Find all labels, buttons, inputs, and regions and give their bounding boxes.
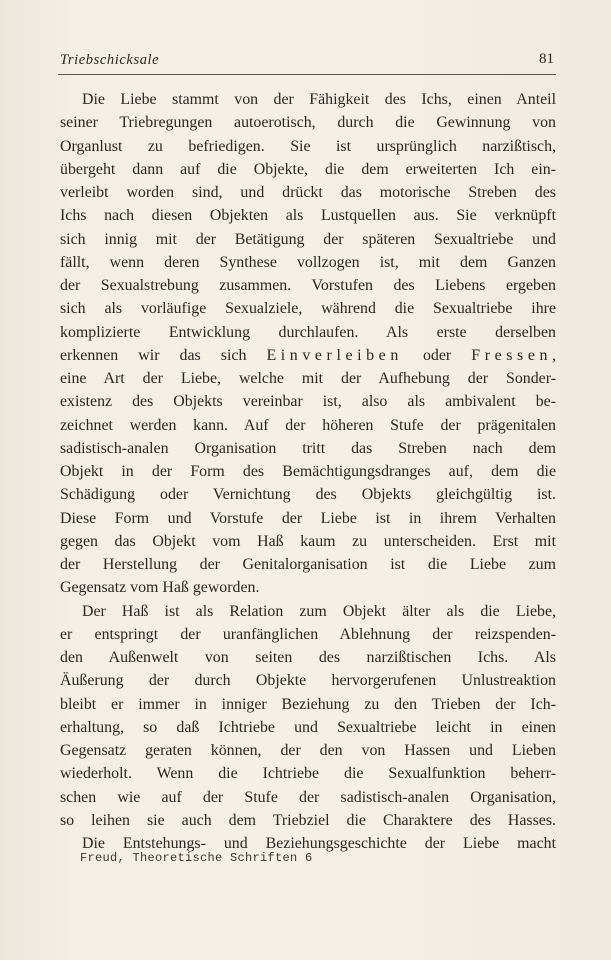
spaced-emphasis: Einverleiben [266,346,403,364]
text-line: fällt, wenn deren Synthese vollzogen ist, mit dem Ganzen [60,253,556,271]
text-line: Der Haß ist als Relation zum Objekt älter als die Liebe, [82,602,556,620]
text-line: Schädigung oder Vernichtung des Objekts gleichgültig ist. [60,486,556,504]
text-segment: oder [402,346,472,364]
text-line: existenz des Objekts vereinbar ist, also als ambivalent be- [60,393,556,411]
text-line: der Sexualstrebung zusammen. Vorstufen des Liebens ergeben [60,277,556,294]
text-line: der Herstellung der Genitalorganisation ist die Liebe zum [60,556,556,573]
text-line: Gegensatz geraten können, der den von Hassen und Lieben [60,742,556,759]
text-line: komplizierte Entwicklung durchlaufen. Als erste derselben [60,323,556,341]
text-line: Die Liebe stammt von der Fähigkeit des Ichs, einen Anteil [82,91,556,108]
text-line-emphasis [60,344,556,367]
text-line: erhaltung, so daß Ichtriebe und Sexualtriebe leicht in einen [60,718,556,736]
text-line: den Außenwelt von seiten des narzißtischen Ichs. Als [60,649,556,666]
text-line: zeichnet werden kann. Auf der höheren Stufe der prägenitalen [60,416,556,434]
text-line: Diese Form und Vorstufe der Liebe ist in ihrem Verhalten [60,509,556,527]
page-number: 81 [539,51,554,67]
text-line: bleibt er immer in inniger Beziehung zu den Trieben der Ich- [60,695,556,713]
text-line: gegen das Objekt vom Haß kaum zu unterscheiden. Erst mit [60,532,556,550]
text-line: Die Entstehungs- und Beziehungsgeschichte der Liebe macht [82,835,556,852]
text-line: eine Art der Liebe, welche mit der Aufhebung der Sonder- [60,370,556,387]
text-segment: erkennen wir das sich [60,346,267,364]
text-line: verleibt worden sind, und drückt das motorische Streben des [60,184,556,201]
text-line: seiner Triebregungen autoerotisch, durch die Gewinnung von [60,114,556,132]
signature-line: Freud, Theoretische Schriften 6 [80,851,313,865]
text-line: Gegensatz vom Haß geworden. [60,579,260,597]
spaced-emphasis: Fressen [471,346,553,364]
running-head [60,52,556,74]
text-line: Organlust zu befriedigen. Sie ist ursprünglich narzißtisch, [60,137,556,155]
text-line: er entspringt der uranfänglichen Ablehnung der reizspenden- [60,625,556,643]
text-line: sich innig mit der Betätigung der späteren Sexualtriebe und [60,230,556,248]
text-line: übergeht dann auf die Objekte, die dem erweiterten Ich ein- [60,160,556,178]
text-line: Objekt in der Form des Bemächtigungsdranges auf, dem die [60,463,556,480]
text-line: wiederholt. Wenn die Ichtriebe die Sexualfunktion beherr- [60,765,556,783]
running-title: Triebschicksale [60,52,160,68]
text-line: schen wie auf der Stufe der sadistisch-analen Organisation, [60,788,556,806]
header-rule [58,74,556,75]
text-line: sadistisch-analen Organisation tritt das Streben nach dem [60,439,556,457]
body-text [60,88,556,855]
text-segment: , [552,346,556,364]
text-line: sich als vorläufige Sexualziele, während die Sexualtriebe ihre [60,300,556,318]
text-line: so leihen sie auch dem Triebziel die Charaktere des Hasses. [60,811,556,829]
text-line: Äußerung der durch Objekte hervorgerufenen Unlustreaktion [60,672,556,690]
text-line: Ichs nach diesen Objekten als Lustquellen aus. Sie verknüpft [60,207,556,225]
